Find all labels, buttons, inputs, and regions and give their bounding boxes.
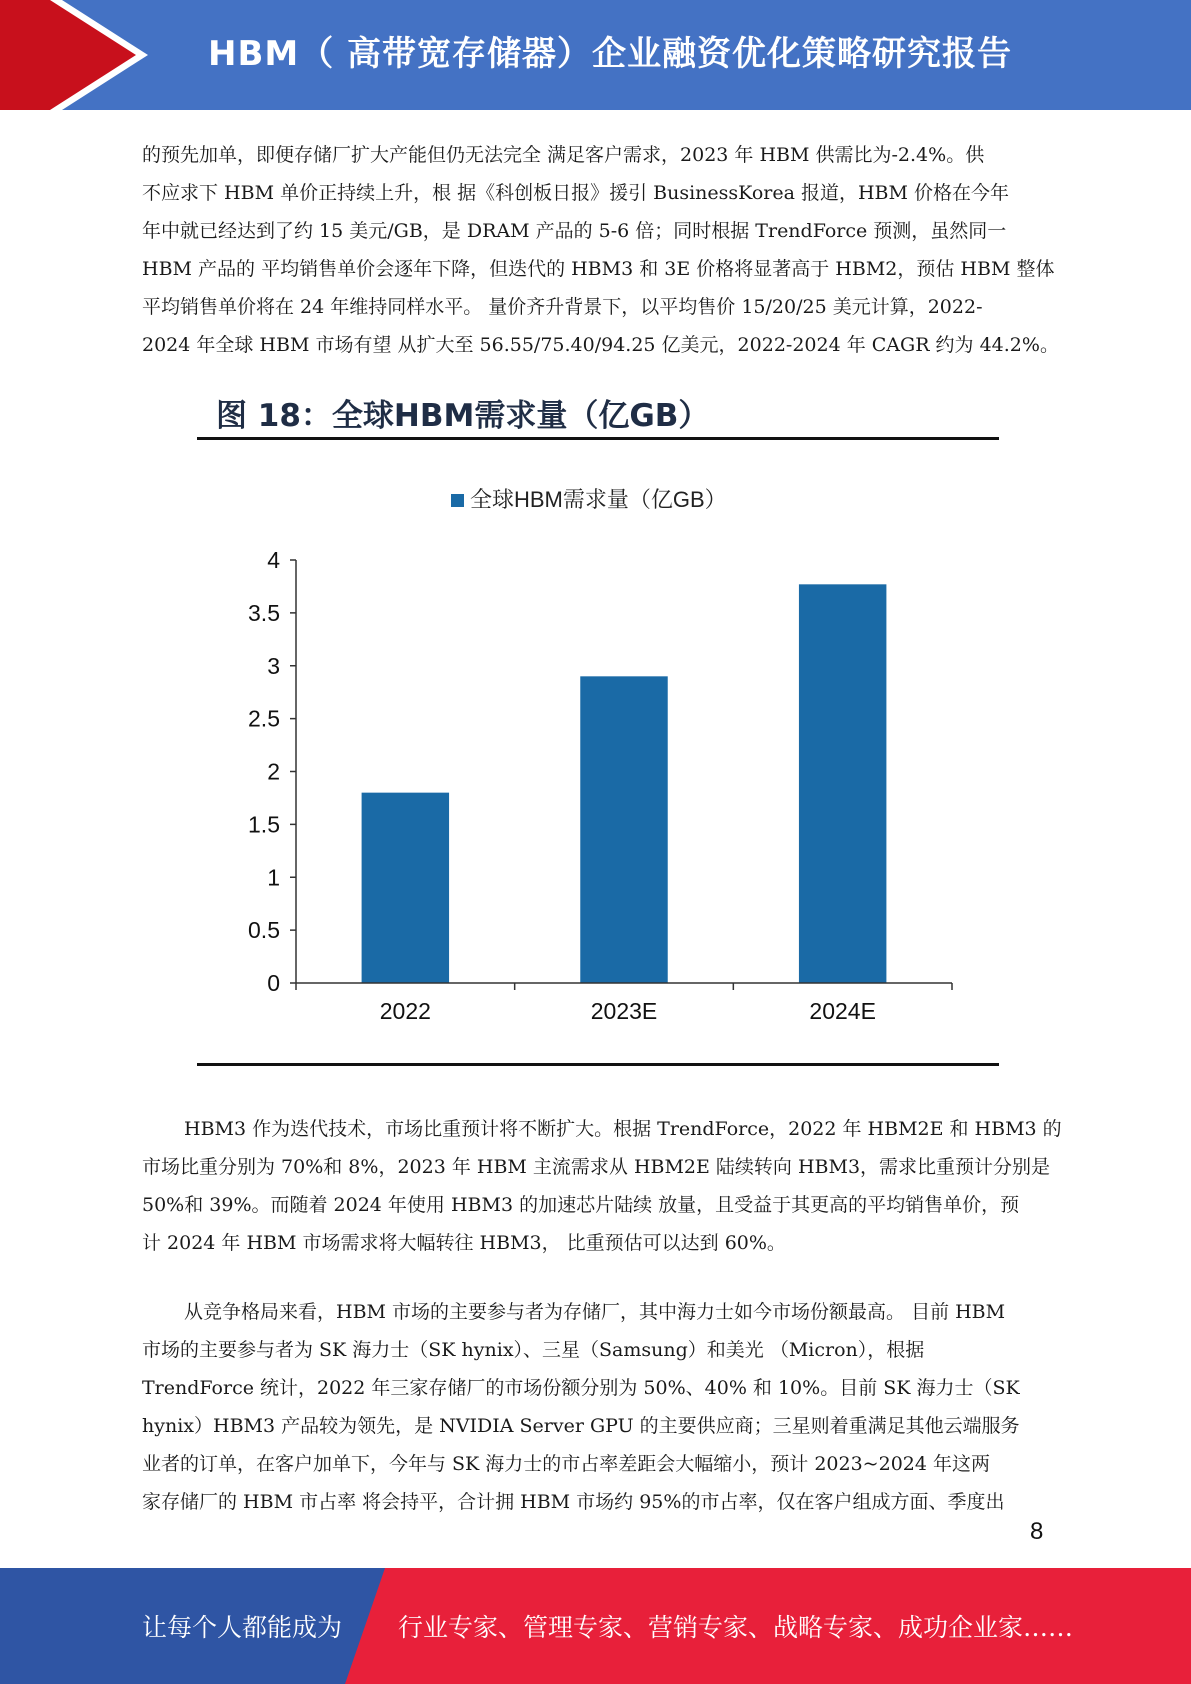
header-chevron-decoration — [0, 0, 160, 110]
bar-2023E — [580, 676, 667, 983]
footer-slogan-right: 行业专家、管理专家、营销专家、战略专家、成功企业家…… — [398, 1613, 1074, 1642]
text-line: HBM3 作为迭代技术，市场比重预计将不断扩大。根据 TrendForce，2022 年 HBM2E 和 HBM3 的 — [184, 1118, 1062, 1140]
x-tick-label: 2022 — [379, 998, 431, 1024]
y-axis — [248, 547, 296, 996]
legend-swatch — [451, 494, 464, 507]
text-line: 市场比重分别为 70%和 8%，2023 年 HBM 主流需求从 HBM2E 陆续转向 HBM3，需求比重预计分别是 — [142, 1156, 1051, 1178]
bar-2024E — [799, 584, 886, 983]
bar-series — [362, 584, 887, 983]
legend-label: 全球HBM需求量（亿GB） — [470, 487, 727, 512]
bar-2022 — [362, 793, 449, 983]
text-line: 50%和 39%。而随着 2024 年使用 HBM3 的加速芯片陆续 放量，且受益于其更高的平均销售单价，预 — [142, 1194, 1020, 1216]
y-tick-label: 0.5 — [248, 917, 280, 944]
chart-legend — [451, 487, 727, 512]
paragraph-competition — [142, 1293, 1052, 1521]
text-line: 不应求下 HBM 单价正持续上升，根 据《科创板日报》援引 BusinessKorea 报道，HBM 价格在今年 — [142, 182, 1009, 204]
text-line: 平均销售单价将在 24 年维持同样水平。 量价齐升背景下，以平均售价 15/20/25 美元计算，2022- — [142, 296, 983, 318]
text-line: 市场的主要参与者为 SK 海力士（SK hynix）、三星（Samsung）和美光 （Micron），根据 — [142, 1339, 925, 1361]
figure-caption: 图 18：全球HBM需求量（亿GB） — [216, 398, 710, 434]
page-number: 8 — [1030, 1518, 1044, 1545]
page-footer — [0, 1568, 1191, 1684]
page-header — [0, 0, 1191, 110]
y-tick-label: 3.5 — [248, 599, 280, 626]
text-line: 计 2024 年 HBM 市场需求将大幅转往 HBM3， 比重预估可以达到 60%。 — [142, 1232, 786, 1254]
figure-bottom-rule — [197, 1063, 999, 1066]
paragraph-hbm3-share — [142, 1110, 1062, 1262]
y-tick-label: 1.5 — [248, 811, 280, 838]
text-line: hynix）HBM3 产品较为领先，是 NVIDIA Server GPU 的主要供应商；三星则着重满足其他云端服务 — [142, 1415, 1020, 1437]
text-line: 家存储厂的 HBM 市占率 将会持平，合计拥 HBM 市场约 95%的市占率，仅在客户组成方面、季度出 — [142, 1491, 1005, 1513]
figure-top-rule — [197, 437, 999, 440]
y-tick-label: 1 — [267, 864, 280, 891]
x-axis — [296, 983, 952, 1024]
y-tick-label: 2 — [267, 758, 280, 785]
text-line: 从竞争格局来看，HBM 市场的主要参与者为存储厂，其中海力士如今市场份额最高。 目前 HBM — [184, 1301, 1006, 1323]
paragraph-market-pricing — [142, 136, 1059, 364]
text-line: 2024 年全球 HBM 市场有望 从扩大至 56.55/75.40/94.25 亿美元，2022-2024 年 CAGR 约为 44.2%。 — [142, 334, 1059, 356]
text-line: 年中就已经达到了约 15 美元/GB，是 DRAM 产品的 5-6 倍；同时根据 TrendForce 预测，虽然同一 — [142, 220, 1007, 242]
text-line: 业者的订单，在客户加单下，今年与 SK 海力士的市占率差距会大幅缩小，预计 2023~2024 年这两 — [142, 1453, 990, 1475]
y-tick-label: 2.5 — [248, 705, 280, 732]
text-line: TrendForce 统计，2022 年三家存储厂的市场份额分别为 50%、40% 和 10%。目前 SK 海力士（SK — [142, 1377, 1020, 1399]
hbm-demand-bar-chart — [200, 470, 980, 1045]
y-tick-label: 3 — [267, 652, 280, 679]
x-tick-label: 2023E — [590, 998, 658, 1024]
footer-slogan-left: 让每个人都能成为 — [142, 1613, 343, 1642]
text-line: 的预先加单，即便存储厂扩大产能但仍无法完全 满足客户需求，2023 年 HBM 供需比为-2.4%。供 — [142, 144, 985, 166]
y-tick-label: 4 — [267, 547, 280, 573]
y-tick-label: 0 — [267, 970, 280, 996]
text-line: HBM 产品的 平均销售单价会逐年下降，但迭代的 HBM3 和 3E 价格将显著高于 HBM2，预估 HBM 整体 — [142, 258, 1055, 280]
x-tick-label: 2024E — [809, 998, 876, 1024]
document-title: HBM（ 高带宽存储器）企业融资优化策略研究报告 — [208, 34, 1013, 74]
